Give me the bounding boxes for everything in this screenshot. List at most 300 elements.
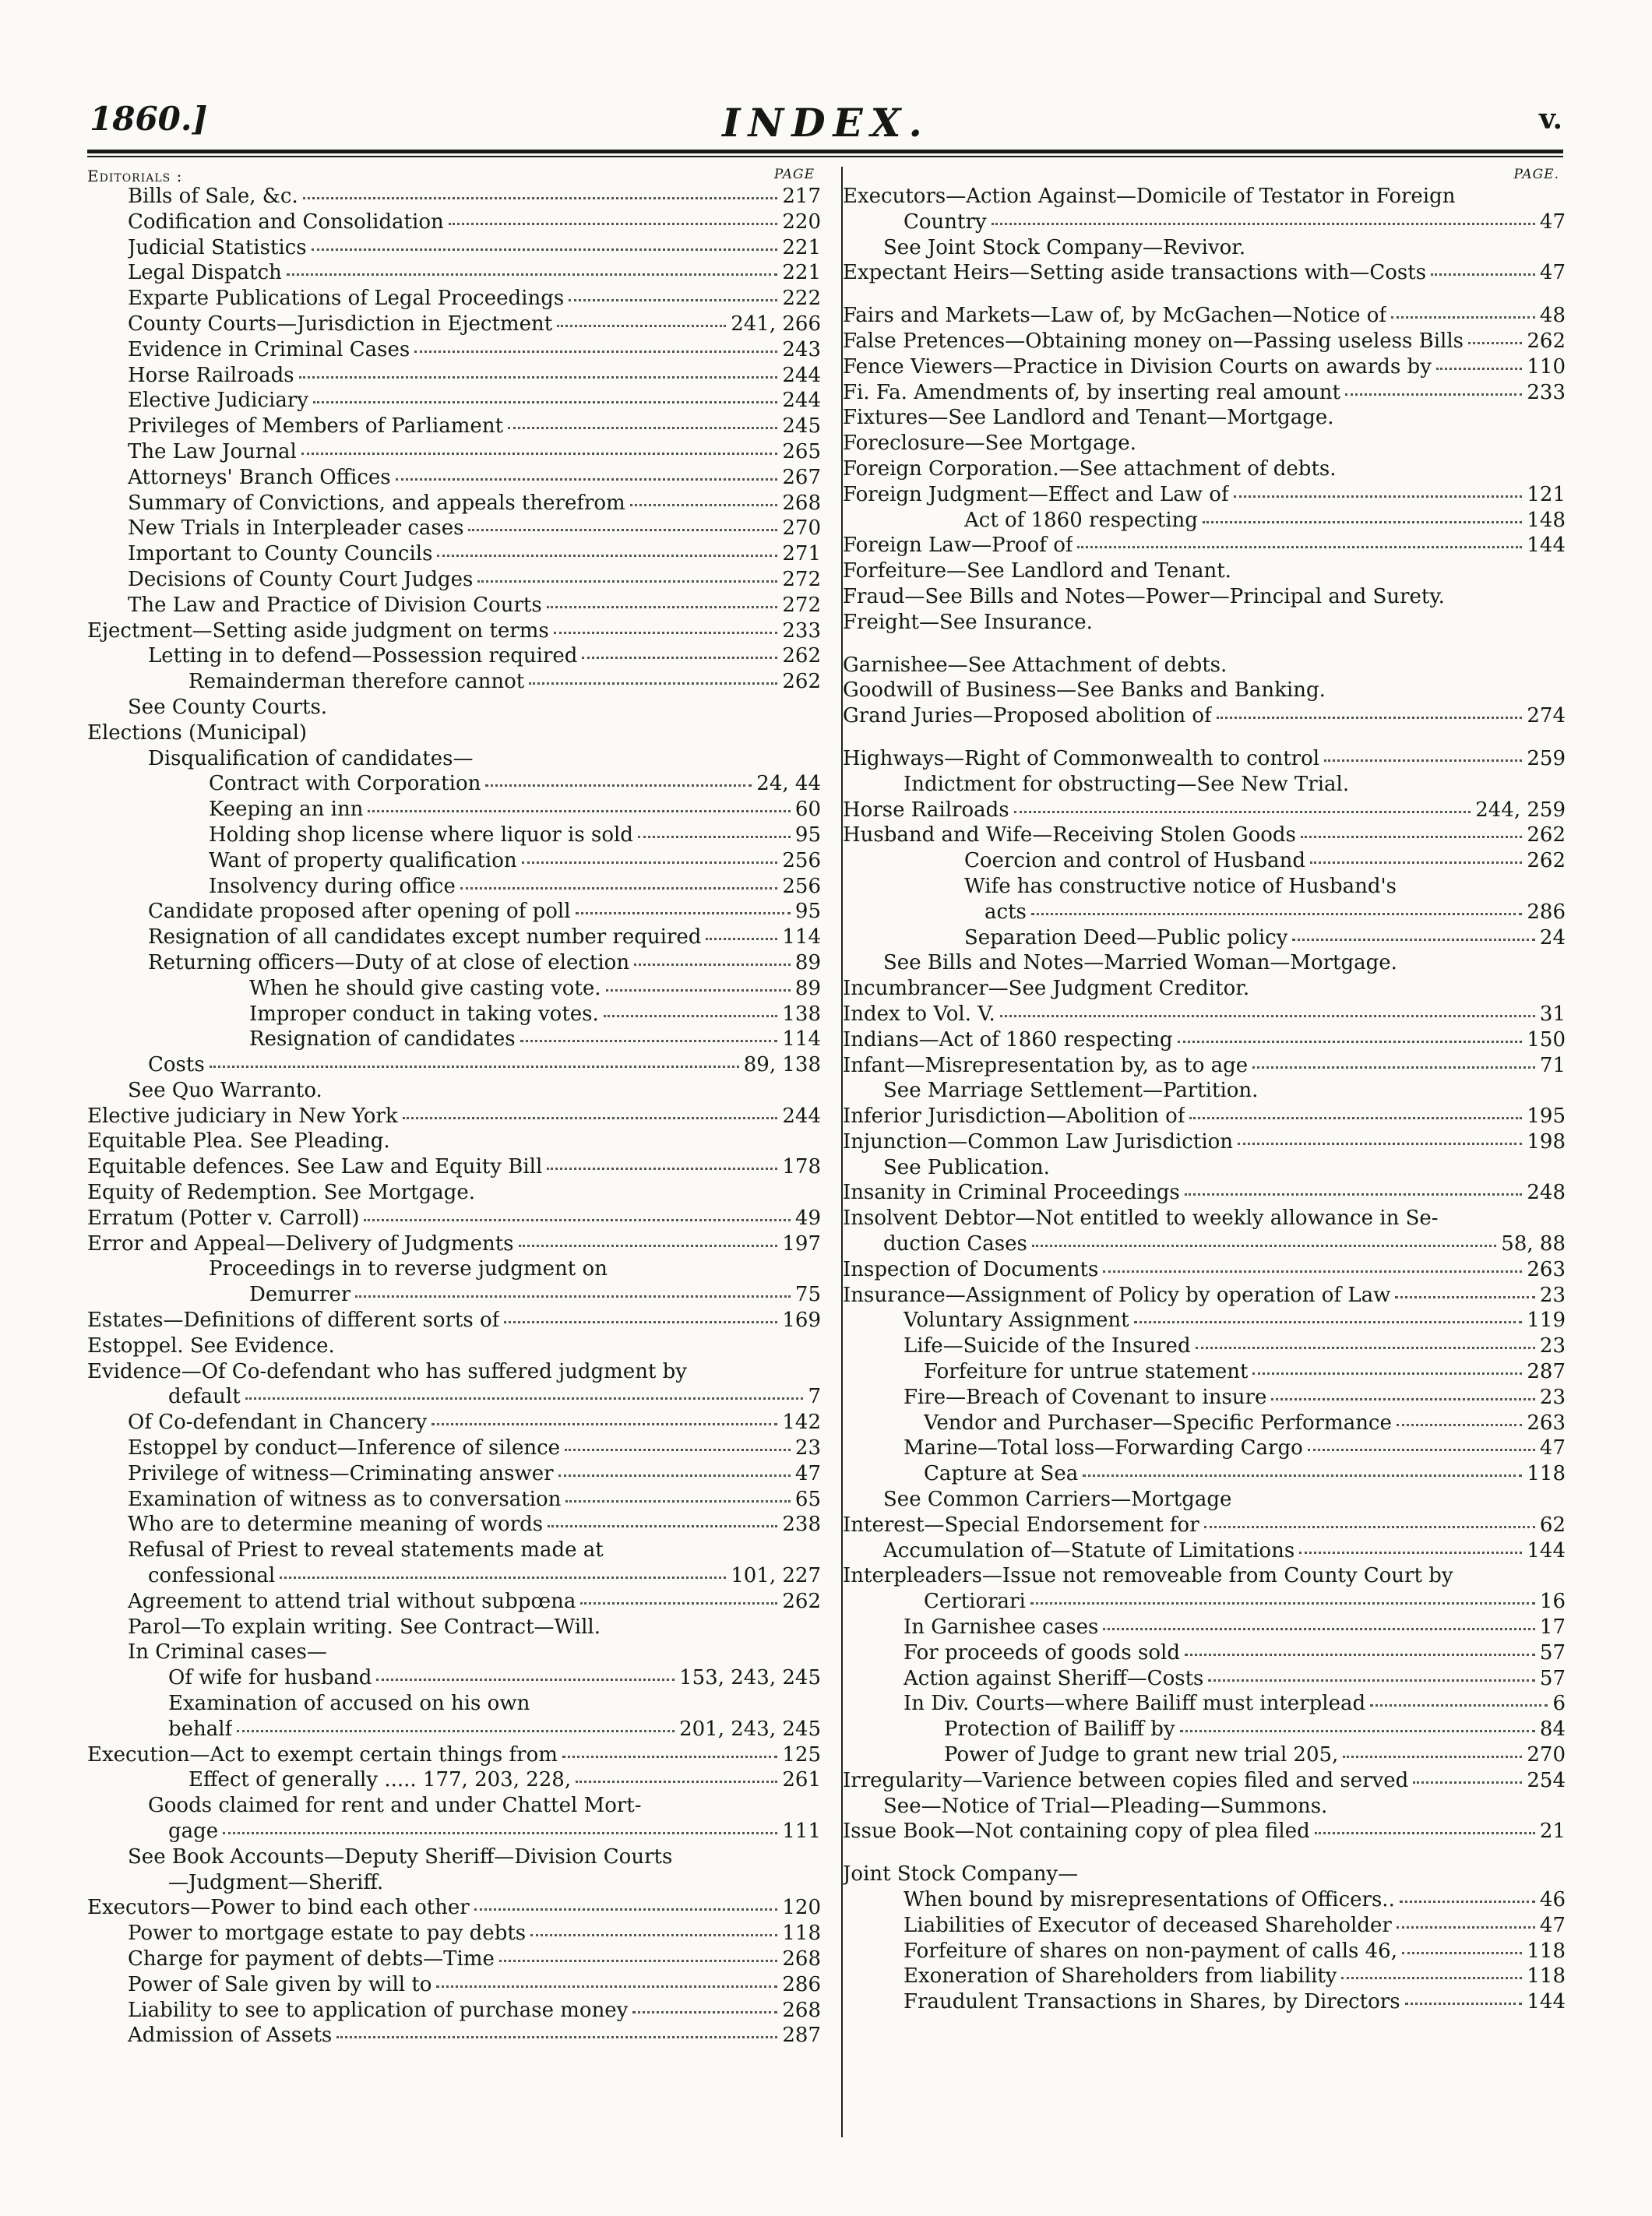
- index-entry: [843, 1359, 1566, 1385]
- index-entry: [87, 414, 821, 439]
- dot-leader: [355, 1295, 791, 1298]
- entry-pages: 47: [1539, 210, 1566, 234]
- dot-leader: [1178, 1041, 1523, 1043]
- entry-pages: 245: [782, 414, 821, 439]
- dot-leader: [1431, 273, 1535, 276]
- index-entry: [87, 823, 821, 848]
- entry-pages: 221: [782, 235, 821, 259]
- entry-pages: 144: [1527, 1538, 1566, 1562]
- entry-pages: 262: [782, 644, 821, 668]
- index-entry: [843, 1487, 1566, 1513]
- entry-pages: 271: [782, 542, 821, 566]
- index-entry: [87, 848, 821, 874]
- dot-leader: [604, 1015, 778, 1017]
- dot-leader: [336, 2036, 777, 2038]
- entry-pages: 47: [794, 1461, 821, 1485]
- index-entry: [87, 184, 821, 210]
- dot-leader: [1395, 1296, 1535, 1298]
- dot-leader: [1402, 1952, 1522, 1954]
- entry-pages: 169: [782, 1309, 821, 1333]
- index-entry: [87, 1308, 821, 1333]
- entry-text: Estoppel. See Evidence.: [87, 1333, 335, 1358]
- entry-text: Examination of accused on his own: [168, 1692, 530, 1716]
- entry-text: Equitable defences. See Law and Equity Bill: [87, 1155, 543, 1179]
- index-entry: [87, 797, 821, 823]
- index-entry: [87, 541, 821, 567]
- entry-text: See Common Carriers—Mortgage: [883, 1488, 1232, 1512]
- index-entry: [843, 260, 1566, 286]
- entry-text: Evidence in Criminal Cases: [128, 337, 410, 361]
- index-entry: [87, 1461, 821, 1487]
- entry-text: New Trials in Interpleader cases: [128, 516, 464, 541]
- entry-text: Foreign Corporation.—See attachment of debts.: [843, 456, 1337, 481]
- entry-text: Foreclosure—See Mortgage.: [843, 432, 1136, 456]
- entry-pages: 270: [1527, 1743, 1566, 1767]
- dot-leader: [1468, 342, 1522, 344]
- entry-text: Erratum (Potter v. Carroll): [87, 1206, 360, 1230]
- index-entry: [843, 354, 1566, 380]
- entry-text: Fi. Fa. Amendments of, by inserting real amount: [843, 380, 1340, 404]
- entry-pages: 153, 243, 245: [679, 1666, 821, 1690]
- dot-leader: [403, 1117, 778, 1119]
- page-label: PAGE: [773, 167, 815, 182]
- entry-pages: 17: [1539, 1615, 1566, 1640]
- index-entry: [87, 1717, 821, 1742]
- index-entry: [843, 900, 1566, 925]
- entry-pages: 125: [782, 1742, 821, 1767]
- dot-leader: [1208, 1679, 1535, 1682]
- entry-text: Liability to see to application of purchase money: [128, 1998, 629, 2022]
- index-entry: [87, 235, 821, 261]
- dot-leader: [529, 682, 777, 685]
- entry-text: Refusal of Priest to reveal statements made at: [128, 1538, 604, 1562]
- index-entry: [843, 1939, 1566, 1964]
- entry-pages: 144: [1527, 534, 1566, 558]
- header-rule: [87, 150, 1563, 153]
- entry-text: When he should give casting vote.: [249, 976, 601, 1000]
- index-entry: [843, 380, 1566, 406]
- dot-leader: [1234, 495, 1523, 498]
- index-entry: [87, 1104, 821, 1129]
- index-entry: [87, 1282, 821, 1308]
- dot-leader: [557, 325, 726, 327]
- entry-text: False Pretences—Obtaining money on—Passing useless Bills: [843, 329, 1464, 353]
- entry-text: Foreign Law—Proof of: [843, 534, 1073, 558]
- entry-text: Infant—Misrepresentation by, as to age: [843, 1053, 1249, 1077]
- dot-leader: [504, 1321, 777, 1323]
- dot-leader: [1345, 393, 1522, 396]
- index-entry: [87, 439, 821, 465]
- entry-pages: 24, 44: [756, 772, 821, 796]
- dot-leader: [210, 1066, 739, 1068]
- index-entry: [843, 1461, 1566, 1487]
- entry-text: Fairs and Markets—Law of, by McGachen—Notice of: [843, 304, 1387, 328]
- entry-text: Letting in to defend—Possession required: [148, 644, 578, 668]
- entry-pages: 21: [1539, 1820, 1566, 1844]
- index-entry: [87, 1487, 821, 1513]
- dot-leader: [1014, 811, 1471, 813]
- section-heading: Editorials :: [87, 167, 183, 185]
- dot-leader: [1103, 1270, 1522, 1273]
- index-entry: [87, 771, 821, 797]
- index-entry: [87, 1819, 821, 1844]
- index-entry: [843, 1513, 1566, 1538]
- index-entry: [843, 1819, 1566, 1844]
- dot-leader: [582, 657, 777, 659]
- index-entry: [843, 1180, 1566, 1206]
- entry-pages: 201, 243, 245: [679, 1717, 821, 1741]
- entry-text: Inferior Jurisdiction—Abolition of: [843, 1104, 1185, 1129]
- index-entry: [87, 1895, 821, 1921]
- entry-text: Injunction—Common Law Jurisdiction: [843, 1129, 1234, 1154]
- dot-leader: [569, 299, 777, 301]
- index-entry: [843, 1717, 1566, 1742]
- dot-leader: [630, 504, 778, 506]
- entry-pages: 272: [782, 593, 821, 617]
- index-entry: [843, 1053, 1566, 1079]
- index-entry: [843, 1615, 1566, 1640]
- dot-leader: [554, 632, 778, 634]
- entry-text: Admission of Assets: [128, 2024, 333, 2048]
- dot-leader: [1203, 521, 1522, 523]
- entry-text: Insanity in Criminal Proceedings: [843, 1181, 1180, 1205]
- index-entry: [843, 703, 1566, 729]
- index-entry: [843, 533, 1566, 558]
- page-numeral: v.: [1539, 103, 1562, 136]
- entry-pages: 262: [1527, 823, 1566, 847]
- entry-pages: 286: [1527, 900, 1566, 924]
- entry-pages: 89: [794, 950, 821, 974]
- index-entry: [843, 1129, 1566, 1155]
- entry-pages: 95: [794, 900, 821, 924]
- index-entry: [87, 1640, 821, 1665]
- left-column-head: [87, 167, 821, 184]
- entry-text: Voluntary Assignment: [903, 1309, 1129, 1333]
- dot-leader: [287, 273, 778, 276]
- entry-text: Candidate proposed after opening of poll: [148, 900, 571, 924]
- entry-text: See Book Accounts—Deputy Sheriff—Division Courts: [128, 1844, 673, 1869]
- index-entry: [843, 874, 1566, 900]
- entry-pages: 110: [1527, 354, 1566, 379]
- entry-pages: 259: [1527, 746, 1566, 770]
- index-entry: [843, 329, 1566, 354]
- entry-text: Joint Stock Company—: [843, 1862, 1079, 1887]
- dot-leader: [576, 1781, 777, 1783]
- entry-pages: 241, 266: [731, 312, 821, 336]
- entry-pages: 95: [794, 823, 821, 847]
- entry-pages: 256: [782, 848, 821, 872]
- page-label: PAGE.: [1513, 167, 1559, 182]
- entry-text: Decisions of County Court Judges: [128, 567, 474, 591]
- volume-year: 1860.]: [90, 100, 208, 138]
- entry-pages: 111: [782, 1820, 821, 1843]
- entry-pages: 49: [794, 1206, 821, 1230]
- index-entry: [843, 678, 1566, 703]
- entry-pages: 265: [782, 439, 821, 463]
- entry-text: Error and Appeal—Delivery of Judgments: [87, 1231, 514, 1256]
- index-entry: [843, 1155, 1566, 1181]
- entry-pages: 23: [1539, 1334, 1566, 1358]
- dot-leader: [468, 529, 777, 531]
- index-entry: [843, 1887, 1566, 1913]
- index-entry: [843, 1385, 1566, 1411]
- index-entry: [843, 1002, 1566, 1027]
- index-entry: [87, 1231, 821, 1257]
- entry-pages: 118: [1527, 1964, 1566, 1989]
- index-entry: [843, 508, 1566, 534]
- entry-pages: 16: [1539, 1590, 1566, 1614]
- entry-pages: 244: [782, 363, 821, 387]
- index-entry: [843, 1257, 1566, 1283]
- index-entry: [87, 1333, 821, 1359]
- dot-leader: [364, 1219, 790, 1221]
- index-entry: [87, 1691, 821, 1717]
- entry-text: Indictment for obstructing—See New Trial.: [903, 772, 1350, 796]
- entry-text: Examination of witness as to conversation: [128, 1487, 562, 1511]
- entry-pages: 7: [808, 1385, 821, 1409]
- index-entry: [87, 1767, 821, 1793]
- entry-pages: 287: [782, 2024, 821, 2048]
- dot-leader: [519, 1245, 778, 1247]
- entry-text: Vendor and Purchaser—Specific Performance: [924, 1411, 1392, 1435]
- entry-pages: 198: [1527, 1129, 1566, 1154]
- index-entry: [87, 1998, 821, 2024]
- entry-pages: 23: [1539, 1283, 1566, 1307]
- entry-pages: 272: [782, 567, 821, 591]
- index-entry: [843, 1964, 1566, 1989]
- index-entry: [843, 1862, 1566, 1887]
- entry-text: Interpleaders—Issue not removeable from County Court by: [843, 1564, 1453, 1588]
- index-entry: [87, 1410, 821, 1436]
- entry-text: Accumulation of—Statute of Limitations: [883, 1538, 1295, 1562]
- entry-text: The Law and Practice of Division Courts: [128, 593, 542, 617]
- entry-pages: 233: [1527, 380, 1566, 404]
- index-entry: [843, 431, 1566, 456]
- dot-leader: [245, 1397, 804, 1400]
- dot-leader: [1252, 1372, 1522, 1375]
- entry-text: Evidence—Of Co-defendant who has suffered judgment by: [87, 1359, 687, 1383]
- entry-text: Fraud—See Bills and Notes—Power—Principal and Surety.: [843, 584, 1445, 608]
- page-title: INDEX.: [722, 100, 930, 146]
- dot-leader: [477, 580, 777, 583]
- right-column: [843, 167, 1566, 2015]
- entry-text: Who are to determine meaning of words: [128, 1513, 544, 1537]
- dot-leader: [576, 912, 791, 914]
- dot-leader: [1238, 1143, 1522, 1145]
- index-entry: [843, 235, 1566, 261]
- entry-text: Coercion and control of Husband: [964, 849, 1305, 873]
- index-entry: [87, 695, 821, 720]
- index-entry: [843, 1589, 1566, 1615]
- index-entry: [843, 848, 1566, 874]
- dot-leader: [303, 197, 778, 199]
- index-entry: [843, 1768, 1566, 1794]
- entry-pages: 243: [782, 337, 821, 361]
- entry-text: Forfeiture for untrue statement: [924, 1360, 1249, 1384]
- index-entry: [843, 823, 1566, 848]
- entry-pages: 6: [1552, 1692, 1566, 1716]
- entry-pages: 144: [1527, 1990, 1566, 2014]
- entry-pages: 222: [782, 287, 821, 311]
- entry-text: Improper conduct in taking votes.: [249, 1002, 599, 1026]
- index-entry: [843, 1078, 1566, 1104]
- section-gap: [843, 1844, 1566, 1862]
- index-entry: [87, 363, 821, 389]
- entry-text: Executors—Power to bind each other: [87, 1896, 470, 1920]
- entry-pages: 120: [782, 1896, 821, 1920]
- entry-pages: 47: [1539, 1913, 1566, 1937]
- dot-leader: [460, 887, 778, 890]
- entry-pages: 65: [794, 1487, 821, 1511]
- index-entry: [87, 899, 821, 925]
- dot-leader: [548, 1525, 777, 1527]
- entry-pages: 263: [1527, 1257, 1566, 1281]
- entry-pages: 244: [782, 1104, 821, 1128]
- entry-text: Equitable Plea. See Pleading.: [87, 1129, 390, 1154]
- entry-text: Expectant Heirs—Setting aside transactions with—Costs: [843, 261, 1427, 285]
- entry-text: County Courts—Jurisdiction in Ejectment: [128, 312, 553, 336]
- index-entry: [87, 1512, 821, 1538]
- entry-pages: 23: [1539, 1385, 1566, 1409]
- dot-leader: [1189, 1117, 1522, 1119]
- entry-pages: 118: [1527, 1939, 1566, 1963]
- dot-leader: [1370, 1704, 1548, 1707]
- dot-leader: [1324, 759, 1522, 762]
- index-entry: [87, 1154, 821, 1180]
- index-entry: [87, 976, 821, 1002]
- entry-text: Bills of Sale, &c.: [128, 185, 298, 208]
- entry-text: Action against Sheriff—Costs: [903, 1666, 1204, 1690]
- index-entry: [843, 303, 1566, 329]
- right-entry-list: [843, 184, 1566, 2015]
- entry-text: Highways—Right of Commonwealth to control: [843, 746, 1320, 770]
- index-entry: [843, 1411, 1566, 1436]
- entry-text: Grand Juries—Proposed abolition of: [843, 704, 1212, 728]
- entry-text: See County Courts.: [128, 695, 328, 719]
- index-entry: [87, 286, 821, 312]
- entry-text: Holding shop license where liquor is sold: [209, 823, 633, 847]
- left-entry-list: [87, 184, 821, 2049]
- entry-text: default: [168, 1385, 241, 1409]
- index-entry: [87, 1615, 821, 1640]
- index-entry: [87, 1589, 821, 1615]
- index-entry: [843, 210, 1566, 235]
- header-rule-thin: [87, 156, 1563, 157]
- entry-pages: 24: [1539, 925, 1566, 949]
- entry-text: Execution—Act to exempt certain things from: [87, 1742, 558, 1767]
- index-entry: [87, 1844, 821, 1870]
- entry-pages: 58, 88: [1501, 1232, 1566, 1256]
- entry-pages: 114: [782, 1027, 821, 1052]
- index-entry: [87, 643, 821, 669]
- index-entry: [843, 482, 1566, 508]
- entry-pages: 248: [1527, 1181, 1566, 1205]
- index-entry: [843, 1563, 1566, 1589]
- entry-pages: 254: [1527, 1768, 1566, 1792]
- entry-text: See Marriage Settlement—Partition.: [883, 1079, 1259, 1103]
- entry-pages: 121: [1527, 482, 1566, 506]
- entry-text: Foreign Judgment—Effect and Law of: [843, 482, 1229, 506]
- index-entry: [87, 618, 821, 644]
- entry-text: Elective Judiciary: [128, 389, 308, 413]
- entry-text: Insurance—Assignment of Policy by operation of Law: [843, 1283, 1391, 1307]
- index-entry: [87, 260, 821, 286]
- entry-text: Resignation of all candidates except number required: [148, 925, 702, 949]
- entry-text: Keeping an inn: [209, 798, 364, 822]
- entry-pages: 286: [782, 1972, 821, 1996]
- index-entry: [87, 1027, 821, 1052]
- index-entry: [843, 976, 1566, 1002]
- index-entry: [843, 1027, 1566, 1053]
- dot-leader: [1185, 1193, 1523, 1196]
- entry-pages: 114: [782, 925, 821, 949]
- index-entry: [843, 950, 1566, 976]
- index-entry: [87, 1946, 821, 1972]
- dot-leader: [1397, 1424, 1522, 1426]
- index-entry: [843, 456, 1566, 482]
- index-entry: [843, 558, 1566, 584]
- entry-text: Fixtures—See Landlord and Tenant—Mortgage.: [843, 406, 1334, 430]
- entry-text: Fire—Breach of Covenant to insure: [903, 1385, 1267, 1409]
- dot-leader: [280, 1577, 726, 1579]
- section-gap: [843, 286, 1566, 303]
- entry-pages: 217: [782, 185, 821, 208]
- entry-text: Legal Dispatch: [128, 261, 282, 285]
- index-entry: [87, 1538, 821, 1563]
- dot-leader: [474, 1908, 778, 1911]
- entry-pages: 23: [794, 1436, 821, 1460]
- entry-text: Goods claimed for rent and under Chattel Mort-: [148, 1794, 642, 1818]
- entry-pages: 233: [782, 618, 821, 643]
- entry-text: When bound by misrepresentations of Officers..: [903, 1888, 1395, 1911]
- index-entry: [843, 772, 1566, 798]
- dot-leader: [558, 1474, 791, 1477]
- index-entry: [87, 1256, 821, 1282]
- entry-text: Wife has constructive notice of Husband's: [964, 874, 1397, 898]
- entry-pages: 287: [1527, 1360, 1566, 1384]
- entry-text: Life—Suicide of the Insured: [903, 1334, 1191, 1358]
- index-entry: [87, 1129, 821, 1154]
- dot-leader: [396, 478, 778, 481]
- dot-leader: [431, 1423, 777, 1425]
- index-entry: [843, 653, 1566, 678]
- dot-leader: [1196, 1347, 1535, 1349]
- index-entry: [87, 516, 821, 541]
- entry-text: See Publication.: [883, 1155, 1050, 1179]
- dot-leader: [638, 836, 791, 838]
- entry-text: Indians—Act of 1860 respecting: [843, 1027, 1173, 1052]
- index-entry: [843, 1231, 1566, 1257]
- entry-text: For proceeds of goods sold: [903, 1640, 1180, 1665]
- dot-leader: [1405, 2003, 1523, 2005]
- entry-text: Judicial Statistics: [128, 235, 307, 259]
- index-entry: [843, 1104, 1566, 1129]
- entry-text: Incumbrancer—See Judgment Creditor.: [843, 977, 1250, 1001]
- entry-pages: 267: [782, 465, 821, 489]
- dot-leader: [1413, 1781, 1522, 1784]
- entry-text: Executors—Action Against—Domicile of Testator in Foreign: [843, 185, 1456, 208]
- index-entry: [87, 746, 821, 772]
- entry-pages: 138: [782, 1002, 821, 1026]
- entry-text: acts: [985, 900, 1027, 924]
- dot-leader: [485, 784, 752, 787]
- index-entry: [843, 746, 1566, 772]
- entry-pages: 148: [1527, 508, 1566, 532]
- entry-text: Goodwill of Business—See Banks and Banking.: [843, 678, 1326, 703]
- entry-text: Horse Railroads: [128, 363, 294, 387]
- dot-leader: [606, 989, 791, 992]
- entry-text: Interest—Special Endorsement for: [843, 1513, 1199, 1537]
